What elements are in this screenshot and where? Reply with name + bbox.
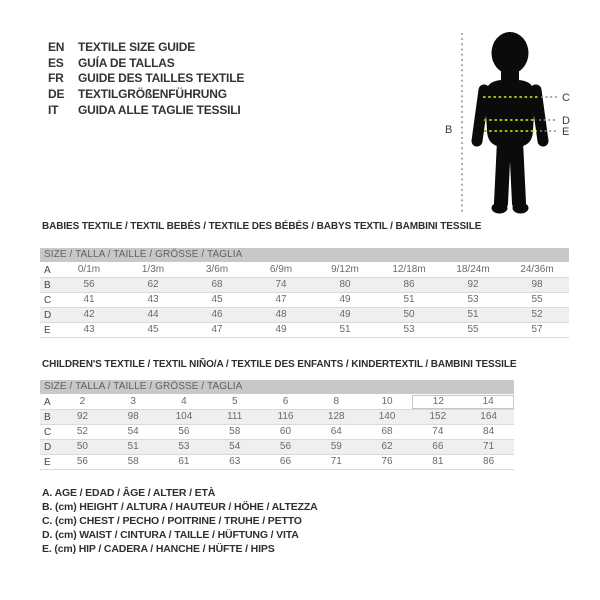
- children-cell: 86: [483, 456, 495, 467]
- babies-cell: 53: [403, 324, 415, 335]
- babies-cell: 56: [83, 279, 95, 290]
- lang-code: IT: [48, 103, 59, 118]
- babies-table-size-header: SIZE / TALLA / TAILLE / GRÖSSE / TAGLIA: [40, 248, 569, 262]
- lang-title: GUÍA DE TALLAS: [78, 55, 175, 70]
- children-cell: 92: [76, 411, 88, 422]
- children-cell: 71: [330, 456, 342, 467]
- babies-cell: 92: [467, 279, 479, 290]
- children-cell: 61: [178, 456, 190, 467]
- children-cell: 164: [480, 411, 497, 422]
- children-cell: 111: [227, 411, 243, 422]
- babies-row-B: [40, 278, 569, 293]
- children-cell: 76: [381, 456, 393, 467]
- children-cell: 66: [279, 456, 292, 467]
- babies-cell: 51: [467, 309, 479, 320]
- row-label: D: [44, 441, 52, 453]
- row-label: B: [44, 411, 51, 423]
- babies-cell: 12/18m: [392, 264, 426, 275]
- children-table-body: [40, 395, 514, 470]
- babies-cell: 45: [211, 294, 223, 305]
- babies-cell: 51: [339, 324, 351, 335]
- babies-cell: 50: [403, 309, 415, 320]
- babies-cell: 51: [403, 294, 415, 305]
- children-cell: 64: [330, 426, 342, 437]
- babies-cell: 45: [147, 324, 159, 335]
- babies-size-table: [40, 248, 569, 338]
- children-row-A: [40, 395, 514, 410]
- children-cell: 14: [463, 395, 514, 409]
- row-label: B: [44, 279, 51, 291]
- babies-row-A: [40, 263, 569, 278]
- row-label: E: [44, 456, 51, 468]
- children-cell: 71: [483, 441, 495, 452]
- legend-line-height: B. (cm) HEIGHT / ALTURA / HAUTEUR / HÖHE / ALTEZZA: [42, 501, 318, 513]
- children-cell: 51: [127, 441, 139, 452]
- silhouette-right-leg: [516, 141, 519, 203]
- children-cell: 74: [432, 426, 444, 437]
- babies-cell: 41: [83, 294, 95, 305]
- babies-row-E: [40, 323, 569, 338]
- babies-cell: 80: [339, 279, 351, 290]
- children-cell: 5: [231, 396, 238, 407]
- babies-cell: 86: [403, 279, 415, 290]
- lang-row-en: [48, 39, 244, 55]
- children-cell: 59: [330, 441, 342, 452]
- label-chest-c: C: [562, 92, 570, 104]
- babies-cell: 46: [211, 309, 223, 320]
- lang-title: TEXTILE SIZE GUIDE: [78, 39, 196, 54]
- babies-cell: 47: [275, 294, 287, 305]
- babies-cell: 53: [467, 294, 479, 305]
- lang-code: DE: [48, 87, 65, 102]
- silhouette-left-leg: [501, 141, 504, 203]
- children-row-C: [40, 425, 514, 440]
- child-silhouette: [477, 32, 543, 214]
- children-cell: 128: [327, 411, 345, 422]
- lang-title: GUIDE DES TAILLES TEXTILE: [78, 71, 245, 86]
- children-cell: 58: [229, 426, 241, 437]
- children-cell: 6: [282, 396, 289, 407]
- babies-cell: 18/24m: [456, 264, 490, 275]
- babies-cell: 0/1m: [77, 264, 101, 275]
- children-cell: 56: [279, 441, 292, 452]
- babies-cell: 43: [83, 324, 95, 335]
- babies-cell: 6/9m: [269, 264, 293, 275]
- babies-table-body: [40, 263, 569, 338]
- measurement-legend: [42, 486, 318, 556]
- children-cell: 2: [79, 396, 86, 407]
- label-hip-e: E: [562, 126, 570, 138]
- babies-cell: 98: [531, 279, 543, 290]
- babies-row-C: [40, 293, 569, 308]
- children-cell: 10: [381, 396, 393, 407]
- children-cell: 63: [229, 456, 241, 467]
- babies-cell: 44: [147, 309, 159, 320]
- babies-cell: 9/12m: [331, 264, 359, 275]
- lang-row-fr: [48, 71, 244, 87]
- children-row-B: [40, 410, 514, 425]
- children-cell: 104: [175, 411, 193, 422]
- children-cell: 62: [381, 441, 393, 452]
- babies-cell: 74: [275, 279, 287, 290]
- row-label: D: [44, 309, 52, 321]
- label-height-b: B: [445, 124, 453, 136]
- legend-line-chest: C. (cm) CHEST / PECHO / POITRINE / TRUHE / PETTO: [42, 515, 302, 527]
- children-cell: 8: [333, 396, 340, 407]
- babies-cell: 48: [275, 309, 287, 320]
- row-label: A: [44, 396, 51, 408]
- babies-cell: 24/36m: [520, 264, 554, 275]
- babies-cell: 62: [147, 279, 159, 290]
- legend-line-age: A. AGE / EDAD / ÂGE / ALTER / ETÀ: [42, 487, 216, 499]
- children-cell: 66: [432, 441, 444, 452]
- silhouette-neck: [501, 67, 519, 81]
- silhouette-left-arm: [477, 90, 484, 141]
- babies-cell: 55: [467, 324, 479, 335]
- children-size-table: [40, 380, 514, 470]
- children-cell: 53: [178, 441, 190, 452]
- children-cell: 54: [229, 441, 241, 452]
- label-waist-d: D: [562, 115, 570, 127]
- children-section-title: CHILDREN'S TEXTILE / TEXTIL NIÑO/A / TEXTILE DES ENFANTS / KINDERTEXTIL / BAMBINI TESSILE: [42, 359, 517, 370]
- children-cell: 84: [483, 426, 495, 437]
- babies-cell: 43: [147, 294, 159, 305]
- babies-cell: 52: [531, 309, 543, 320]
- babies-section-title: BABIES TEXTILE / TEXTIL BEBÉS / TEXTILE DES BÉBÉS / BABYS TEXTIL / BAMBINI TESSILE: [42, 221, 482, 232]
- babies-cell: 68: [211, 279, 223, 290]
- silhouette-left-foot: [492, 203, 508, 214]
- babies-cell: 42: [83, 309, 95, 320]
- children-cell: 98: [127, 411, 139, 422]
- children-cell: 81: [432, 456, 444, 467]
- children-cell: 52: [76, 426, 88, 437]
- lang-title: GUIDA ALLE TAGLIE TESSILI: [78, 103, 241, 118]
- row-label: E: [44, 324, 51, 336]
- row-label: A: [44, 264, 51, 276]
- lang-row-es: [48, 55, 244, 71]
- children-cell: 56: [178, 426, 190, 437]
- children-cell: 50: [76, 441, 88, 452]
- children-cell: 152: [429, 411, 447, 422]
- children-cell: 4: [181, 396, 187, 407]
- babies-cell: 1/3m: [141, 264, 165, 275]
- babies-cell: 55: [531, 294, 543, 305]
- lang-row-de: [48, 86, 244, 102]
- child-silhouette-diagram: [435, 25, 585, 215]
- children-cell: 12: [412, 395, 463, 409]
- lang-title: TEXTILGRÖßENFÜHRUNG: [78, 87, 227, 102]
- babies-cell: 3/6m: [205, 264, 229, 275]
- children-row-E: [40, 455, 514, 470]
- babies-row-D: [40, 308, 569, 323]
- legend-line-hip: E. (cm) HIP / CADERA / HANCHE / HÜFTE / HIPS: [42, 543, 275, 555]
- children-cell: 140: [378, 411, 396, 422]
- children-cell: 60: [279, 426, 292, 437]
- babies-cell: 47: [211, 324, 223, 335]
- row-label: C: [44, 426, 52, 438]
- children-cell: 116: [277, 411, 294, 422]
- silhouette-right-foot: [513, 203, 529, 214]
- babies-cell: 57: [531, 324, 543, 335]
- babies-cell: 49: [339, 294, 351, 305]
- children-row-D: [40, 440, 514, 455]
- lang-code: EN: [48, 39, 65, 54]
- babies-cell: 49: [275, 324, 287, 335]
- lang-code: FR: [48, 71, 64, 86]
- lang-code: ES: [48, 55, 64, 70]
- lang-row-it: [48, 102, 244, 118]
- children-cell: 56: [76, 456, 88, 467]
- row-label: C: [44, 294, 52, 306]
- children-cell: 58: [127, 456, 139, 467]
- children-cell: 3: [130, 396, 136, 407]
- children-table-size-header: SIZE / TALLA / TAILLE / GRÖSSE / TAGLIA: [40, 380, 514, 394]
- measurement-figure: [435, 25, 585, 215]
- silhouette-torso: [485, 80, 535, 147]
- children-cell: 68: [381, 426, 393, 437]
- babies-cell: 49: [339, 309, 351, 320]
- legend-line-waist: D. (cm) WAIST / CINTURA / TAILLE / HÜFTUNG / VITA: [42, 529, 299, 541]
- children-cell: 54: [127, 426, 139, 437]
- language-title-list: [48, 39, 244, 118]
